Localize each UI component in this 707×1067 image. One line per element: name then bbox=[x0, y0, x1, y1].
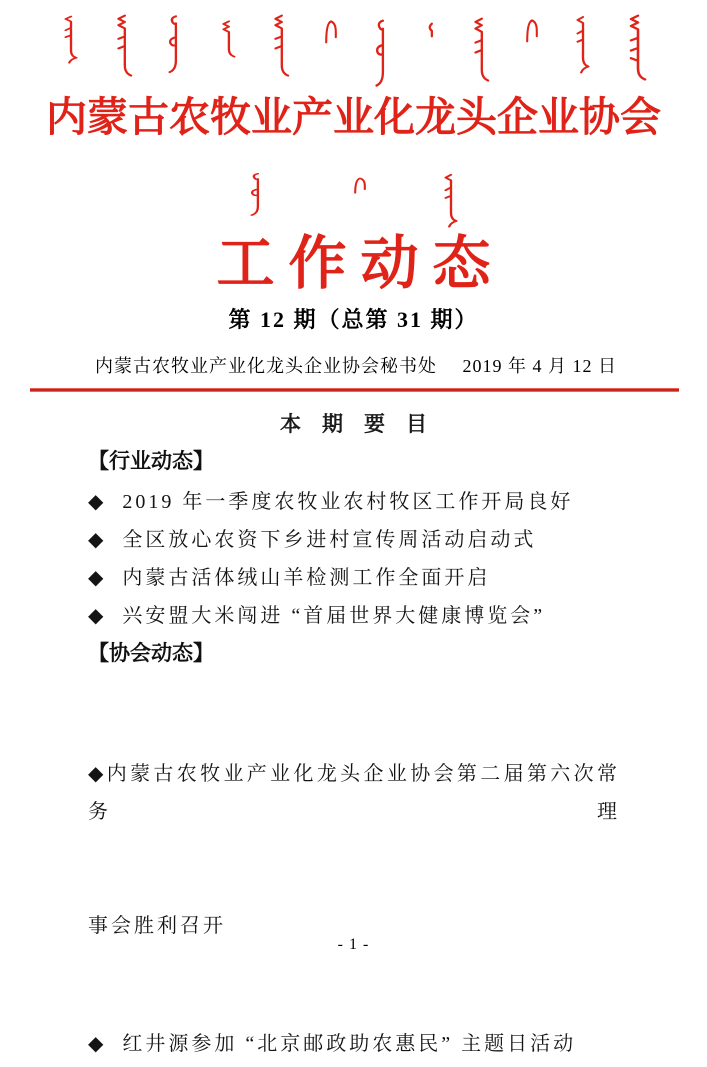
mongolian-glyph-icon bbox=[425, 22, 437, 38]
mongolian-glyph-icon bbox=[524, 17, 540, 43]
mongolian-script-banner bbox=[62, 14, 646, 90]
mongolian-glyph-icon bbox=[323, 18, 339, 44]
toc-item: ◆ 全区放心农资下乡进村宣传周活动启动式 bbox=[88, 529, 537, 551]
mongolian-glyph-icon bbox=[166, 14, 184, 76]
mongolian-glyph-icon bbox=[114, 14, 132, 78]
mongolian-glyph-icon bbox=[574, 14, 592, 74]
section-title-association: 【协会动态】 bbox=[88, 642, 214, 665]
toc-item-line: 事会胜利召开 bbox=[88, 915, 226, 937]
toc-item-line: ◆内蒙古农牧业产业化龙头企业协会第二届第六次常务理 bbox=[88, 763, 620, 823]
publisher: 内蒙古农牧业产业化龙头企业协会秘书处 bbox=[95, 356, 437, 376]
toc-heading: 本 期 要 目 bbox=[280, 413, 427, 436]
mongolian-glyph-icon bbox=[248, 172, 266, 218]
divider-rule bbox=[30, 388, 679, 392]
toc-item: ◆ 内蒙古活体绒山羊检测工作全面开启 bbox=[88, 567, 491, 589]
page-number: - 1 - bbox=[337, 936, 370, 953]
issue-number: 第 12 期（总第 31 期） bbox=[228, 307, 479, 332]
bulletin-title: 工作动态 bbox=[216, 231, 505, 296]
toc-item: ◆ 红井源参加 “北京邮政助农惠民” 主题日活动 bbox=[88, 1033, 577, 1055]
mongolian-glyph-icon bbox=[626, 14, 646, 82]
mongolian-glyph-icon bbox=[373, 18, 391, 90]
mongolian-glyph-icon bbox=[62, 14, 80, 64]
mongolian-glyph-icon bbox=[271, 14, 289, 78]
mongolian-glyph-icon bbox=[471, 17, 489, 83]
toc-item: ◆ 兴安盟大米闯进 “首届世界大健康博览会” bbox=[88, 605, 546, 627]
mongolian-glyph-icon bbox=[219, 20, 237, 60]
mongolian-glyph-icon bbox=[352, 176, 368, 194]
publish-date: 2019 年 4 月 12 日 bbox=[462, 356, 617, 376]
toc-item: ◆ 2019 年一季度农牧业农村牧区工作开局良好 bbox=[88, 491, 574, 513]
publisher-row bbox=[95, 352, 617, 378]
toc-item bbox=[88, 679, 620, 1021]
org-title: 内蒙古农牧业产业化龙头企业协会 bbox=[46, 94, 661, 140]
section-title-industry: 【行业动态】 bbox=[88, 450, 214, 473]
toc-content bbox=[88, 447, 620, 1067]
